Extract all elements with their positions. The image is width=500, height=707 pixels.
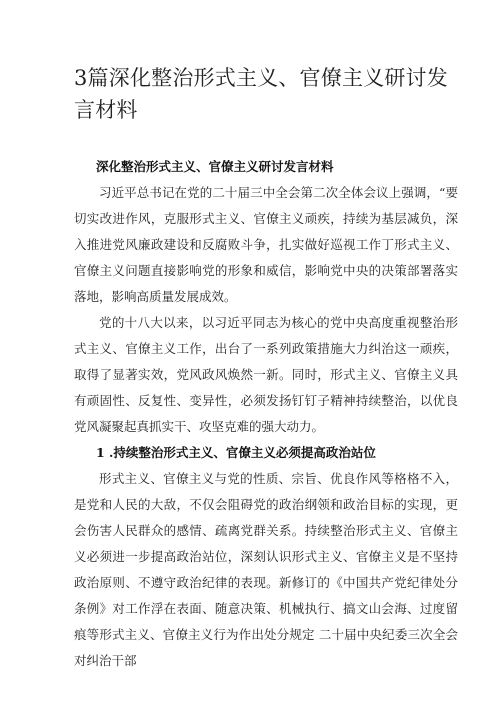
section-1-paragraph: 形式主义、官僚主义与党的性质、宗旨、优良作风等格格不入，是党和人民的大敌，不仅会阻碍党的政治纲领和政治目标的实现，更会伤害人民群众的感情、疏离党群关系。持续整治形式主义、官僚主义必须进一步提高政治站位，深刻认识形式主义、官僚主义是不坚持政治原则、不遵守政治纪律的表现。新修订的《中国共产党纪律处分条例》对工作浮在表面、随意决策、机械执行、搞文山会海、过度留痕等形式主义、官僚主义行为作出处分规定 二十届中央纪委三次全会对纠治干部 (74, 471, 458, 668)
document-title: 3篇深化整治形式主义、官僚主义研讨发言材料 (74, 66, 448, 122)
body-paragraph-2: 党的十八大以来，以习近平同志为核心的党中央高度重视整治形式主义、官僚主义工作，出台了一系列政策措施大力纠治这一顽疾，取得了显著实效，党风政风焕然一新。同时，形式主义、官僚主义具有顽固性、反复性、变异性，必须发扬钉钉子精神持续整治，以优良党风凝聚起真抓实干、攻坚克难的强大动力。 (74, 315, 458, 434)
body-paragraph-1: 习近平总书记在党的二十届三中全会第二次全体会议上强调，“要切实改进作风，克服形式主义、官僚主义顽疾，持续为基层减负，深入推进党风廉政建设和反腐败斗争，扎实做好巡视工作丁形式主义、官僚主义问题直接影响党的形象和威信，影响党中央的决策部署落实落地，影响高质量发展成效。 (74, 185, 458, 304)
document-subtitle: 深化整治形式主义、官僚主义研讨发言材料 (96, 159, 334, 174)
section-heading-1: 1 .持续整治形式主义、官僚主义必须提高政治站位 (96, 445, 376, 460)
